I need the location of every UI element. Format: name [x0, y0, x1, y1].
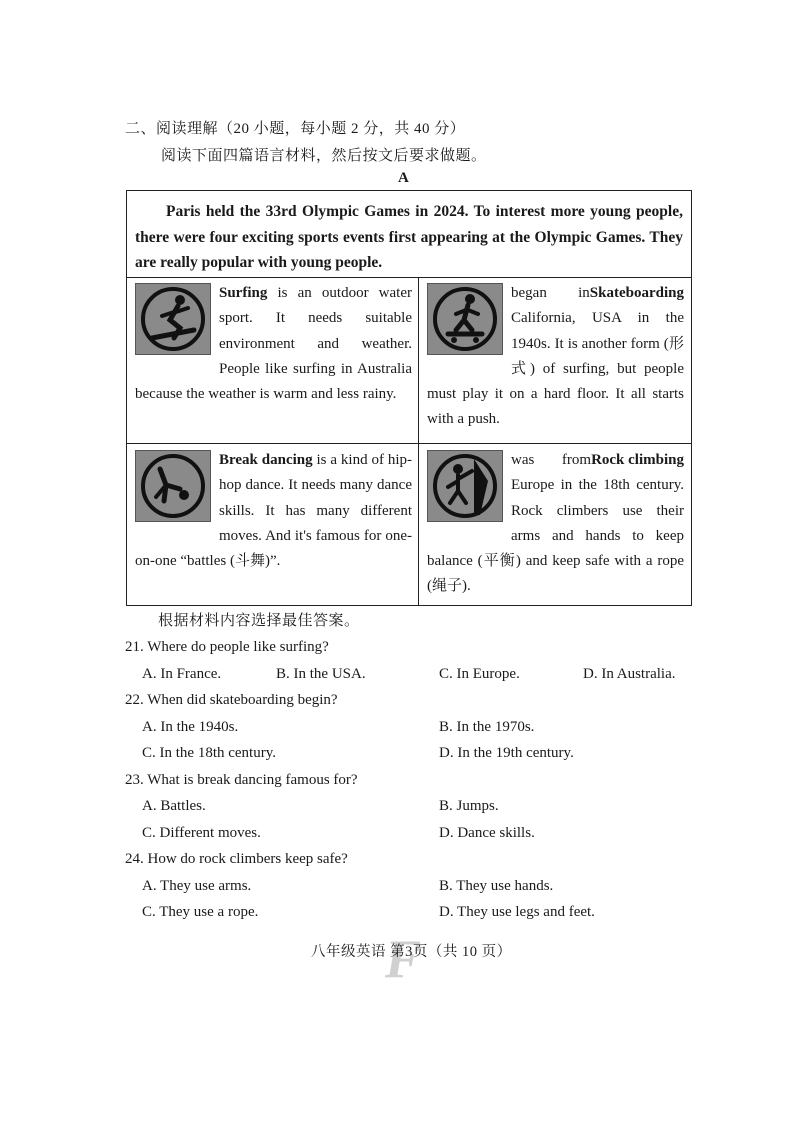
question-22-option-b[interactable]: B. In the 1970s. [439, 719, 535, 735]
rock-climbing-icon [427, 450, 503, 522]
question-22-option-a[interactable]: A. In the 1940s. [142, 719, 239, 735]
question-21-option-c[interactable]: C. In Europe. [439, 666, 520, 682]
page-footer: 八年级英语 第3页（共 10 页） [311, 944, 512, 960]
cell-surfing [135, 281, 412, 407]
surfing-text: is an outdoor water sport. It needs suitable environment and weather. People like surfing in Australia because the weather is warm and less rainy. [135, 285, 412, 403]
skateboarding-text: began in California, USA in the 1940s. It is another form (形式) of surfing, but people must play it on a hard floor. It all starts with a push. [427, 285, 684, 428]
rock-climbing-text: was from Europe in the 18th century. Rock climbers use their arms and hands to keep balance (平衡) and keep safe with a rope (绳子). [427, 452, 684, 595]
question-24-option-d[interactable]: D. They use legs and feet. [439, 904, 595, 920]
question-24-option-c[interactable]: C. They use a rope. [142, 904, 259, 920]
surfing-icon [135, 283, 211, 355]
question-24-option-b[interactable]: B. They use hands. [439, 878, 554, 894]
skateboarding-icon [427, 283, 503, 355]
table-divider [127, 443, 691, 444]
table-divider [418, 277, 419, 605]
question-22-option-d[interactable]: D. In the 19th century. [439, 745, 574, 761]
cell-skateboarding [427, 281, 684, 433]
question-intro: 根据材料内容选择最佳答案。 [158, 613, 360, 629]
question-23-stem: 23. What is break dancing famous for? [125, 772, 358, 788]
rock-climbing-title: Rock climbing [591, 452, 684, 468]
version-watermark: F [385, 929, 422, 989]
intro-paragraph: Paris held the 33rd Olympic Games in 2024. To interest more young people, there were four exciting sports events first appearing at the Olympic Games. They are really popular with young people. [135, 203, 683, 271]
break-dancing-title: Break dancing [219, 452, 313, 468]
question-23-option-d[interactable]: D. Dance skills. [439, 825, 535, 841]
question-24-option-a[interactable]: A. They use arms. [142, 878, 252, 894]
question-22-option-c[interactable]: C. In the 18th century. [142, 745, 276, 761]
question-23-option-a[interactable]: A. Battles. [142, 798, 206, 814]
break-dancing-text: is a kind of hip-hop dance. It needs many dance skills. It has many different moves. And it's famous for one-on-one “battles (斗舞)”. [135, 452, 412, 570]
question-22-stem: 22. When did skateboarding begin? [125, 692, 338, 708]
break-dancing-icon [135, 450, 211, 522]
cell-break-dancing [135, 448, 412, 574]
question-21-option-b[interactable]: B. In the USA. [276, 666, 366, 682]
passage-label: A [398, 170, 409, 186]
question-24-stem: 24. How do rock climbers keep safe? [125, 851, 348, 867]
skateboarding-title: Skateboarding [589, 285, 684, 301]
instruction-text: 阅读下面四篇语言材料，然后按文后要求做题。 [161, 148, 487, 164]
cell-rock-climbing [427, 448, 684, 600]
question-23-option-c[interactable]: C. Different moves. [142, 825, 261, 841]
question-21-option-d[interactable]: D. In Australia. [583, 666, 676, 682]
section-title: 二、阅读理解（20 小题，每小题 2 分，共 40 分） [125, 121, 466, 137]
passage-table [126, 190, 692, 606]
question-21-option-a[interactable]: A. In France. [142, 666, 222, 682]
question-23-option-b[interactable]: B. Jumps. [439, 798, 499, 814]
question-21-stem: 21. Where do people like surfing? [125, 639, 329, 655]
surfing-title: Surfing [219, 285, 268, 301]
table-divider [127, 277, 691, 278]
